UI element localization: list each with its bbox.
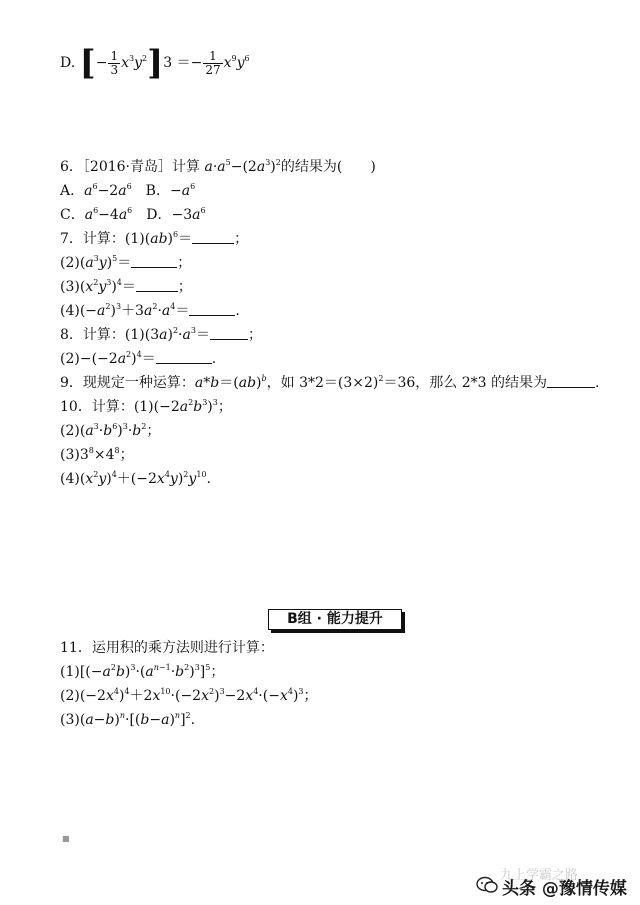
question-6-options-ab: A．$a^6-2a^6$ B．$-a^6$ — [60, 182, 196, 199]
question-11-part-1: $(1)[(-a^2b)^3\cdot(a^{n-1}\cdot b^2)^3]^5$； — [60, 663, 225, 680]
question-8: 8．计算：$(1)(3a)^2\cdot a^3=$ ； — [60, 326, 262, 343]
question-10: 10．计算：$(1)(-2a^2b^3)^3$； — [60, 398, 232, 415]
stray-mark: ■ — [62, 834, 70, 843]
answer-blank[interactable] — [131, 255, 177, 268]
item-d-label: D. — [60, 55, 76, 71]
fraction: $\frac{1}{27}$ — [205, 48, 221, 77]
section-heading-b: B组 · 能力提升 — [268, 609, 402, 630]
answer-blank[interactable] — [189, 303, 235, 316]
answer-blank[interactable] — [210, 327, 248, 340]
answer-blank[interactable] — [136, 279, 178, 292]
question-6-options-cd: C．$a^6-4a^6$ D．$-3a^6$ — [60, 206, 206, 223]
question-11: 11．运用积的乘方法则进行计算： — [60, 640, 274, 656]
answer-blank[interactable] — [156, 351, 212, 364]
answer-blank[interactable] — [192, 231, 234, 244]
watermark-text: 头条 @豫情传媒 — [502, 879, 627, 899]
question-9: 9．现规定一种运算：a*b＝(ab)$^b$，如 $3*2=(3\times 2)^2=36$，那么 2*3 的结果为 . — [60, 374, 600, 391]
watermark — [472, 862, 632, 898]
question-7-part-2: $(2)(a^3y)^5=$ ； — [60, 254, 192, 271]
question-10-part-2: $(2)(a^3\cdot b^6)^3\cdot b^2$； — [60, 422, 161, 439]
question-7-part-4: $(4)(-a^2)^3+3a^2\cdot a^4=$ . — [60, 302, 240, 319]
question-7-part-3: $(3)(x^2y^3)^4=$ ； — [60, 278, 192, 295]
watermark-ghost-text: 九上学霸之路 — [500, 868, 579, 883]
question-10-part-3: $(3)3^8\times 4^8$； — [60, 446, 134, 463]
question-10-part-4: $(4)(x^2y)^4+(-2x^4y)^2y^{10}$. — [60, 470, 211, 487]
question-7: 7．计算：(1)(ab)$^6$＝ ； — [60, 230, 249, 247]
fraction: $\frac{1}{3}$ — [110, 48, 119, 77]
question-11-part-3: $(3)(a-b)^n\cdot[(b-a)^n]^2$. — [60, 711, 196, 728]
wechat-icon — [476, 876, 498, 898]
question-11-part-2: $(2)(-2x^4)^4+2x^{10}\cdot(-2x^2)^3-2x^4\cdot(-x^4)^3$； — [60, 687, 318, 704]
question-6: 6．［2016·青岛］计算 $a\cdot a^5-(2a^3)^2$的结果为( ) — [60, 158, 376, 175]
answer-blank[interactable] — [547, 375, 595, 388]
item-d: D. [− $\frac{1}{3}$ $x^3y^2]3$ ＝− $\frac{1}{27}$ $x^9y^6$ — [60, 43, 250, 83]
question-8-part-2: $(2)-(-2a^2)^4=$ . — [60, 350, 217, 367]
